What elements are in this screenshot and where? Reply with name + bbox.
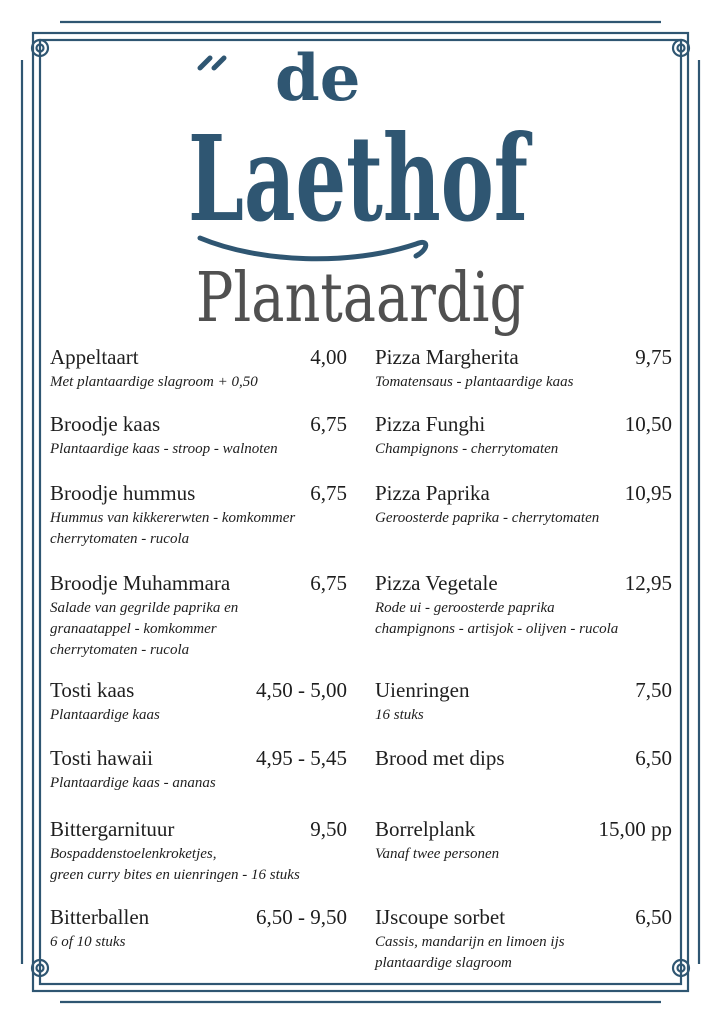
menu-item-row (375, 412, 672, 437)
menu-item-price: 4,50 - 5,00 (256, 678, 347, 702)
menu-item-price: 4,00 (310, 345, 347, 369)
menu-item-description: Plantaardige kaas (50, 707, 160, 723)
menu-item-description: Hummus van kikkererwten - komkommer (50, 510, 296, 526)
brand-logo (180, 38, 540, 268)
menu-item-row (375, 345, 672, 370)
menu-item-row (375, 746, 672, 771)
menu-item-description: cherrytomaten - rucola (50, 531, 190, 547)
menu-item-row (50, 905, 347, 930)
menu-item-row (375, 905, 672, 930)
menu-item-row (50, 817, 347, 842)
menu-item-name: Pizza Margherita (375, 345, 519, 369)
menu-item-name: Broodje kaas (50, 412, 161, 436)
menu-item (50, 345, 347, 393)
menu-item-price: 12,95 (624, 571, 672, 595)
menu-item-row (50, 345, 347, 370)
menu-item-row (375, 817, 672, 842)
menu-item-row (50, 412, 347, 437)
menu-item (375, 345, 672, 393)
menu-item (375, 678, 672, 726)
menu-item-name: Tosti hawaii (50, 746, 153, 770)
menu-item (375, 412, 672, 460)
menu-item-price: 9,50 (310, 817, 347, 841)
menu-item-name: Broodje hummus (50, 481, 196, 505)
menu-item-name: Bittergarnituur (50, 817, 175, 841)
menu-item-description: Tomatensaus - plantaardige kaas (375, 374, 574, 390)
menu-item-row (50, 481, 347, 506)
menu-item-price: 6,75 (310, 412, 347, 436)
menu-item-description: Geroosterde paprika - cherrytomaten (375, 510, 600, 526)
menu-item-name: Borrelplank (375, 817, 476, 841)
menu-item-name: IJscoupe sorbet (375, 905, 506, 929)
menu-item-row (375, 571, 672, 596)
menu-item-row (50, 746, 347, 771)
menu-item (375, 817, 672, 865)
menu-item-price: 4,95 - 5,45 (256, 746, 347, 770)
menu-item (50, 412, 347, 460)
menu-item (50, 571, 347, 661)
menu-item-description: Plantaardige kaas - stroop - walnoten (50, 441, 278, 457)
menu-item-price: 6,50 (635, 905, 672, 929)
menu-item-name: Pizza Funghi (375, 412, 486, 436)
menu-item-description: Rode ui - geroosterde paprika (375, 600, 555, 616)
menu-item-price: 6,75 (310, 571, 347, 595)
menu-item-row (375, 678, 672, 703)
menu-item-name: Brood met dips (375, 746, 505, 770)
menu-item-price: 7,50 (635, 678, 672, 702)
menu-item-description: granaatappel - komkommer (50, 621, 217, 637)
menu-item (375, 481, 672, 529)
menu-item-price: 9,75 (635, 345, 672, 369)
menu-item-description: plantaardige slagroom (375, 955, 512, 971)
menu-item (375, 905, 672, 974)
menu-item-name: Broodje Muhammara (50, 571, 231, 595)
menu-item-price: 10,95 (624, 481, 672, 505)
menu-item-name: Appeltaart (50, 345, 139, 369)
menu-item-row (50, 571, 347, 596)
menu-item-description: green curry bites en uienringen - 16 stuks (50, 867, 300, 883)
menu-item (50, 905, 347, 953)
menu-item (50, 746, 347, 794)
menu-item-price: 15,00 pp (598, 817, 672, 841)
menu-item (375, 571, 672, 640)
menu-item (50, 817, 347, 886)
menu-item-description: Salade van gegrilde paprika en (50, 600, 239, 616)
menu-item-description: Met plantaardige slagroom + 0,50 (50, 374, 258, 390)
logo-prefix: de (275, 41, 361, 116)
section-title: Plantaardig (195, 259, 526, 338)
logo-name: Laethof (188, 109, 533, 248)
menu-item-price: 6,75 (310, 481, 347, 505)
menu-item-description: Vanaf twee personen (375, 846, 500, 862)
menu-item-description: Champignons - cherrytomaten (375, 441, 559, 457)
menu-item-row (50, 678, 347, 703)
menu-item-name: Uienringen (375, 678, 470, 702)
menu-item-description: Bospaddenstoelenkroketjes, (50, 846, 217, 862)
menu-item-description: 6 of 10 stuks (50, 934, 126, 950)
menu-item-name: Tosti kaas (50, 678, 135, 702)
menu-item-description: 16 stuks (375, 707, 424, 723)
menu-item (375, 746, 672, 771)
menu-item-description: Plantaardige kaas - ananas (50, 775, 216, 791)
menu-item-price: 6,50 (635, 746, 672, 770)
menu-item-name: Pizza Paprika (375, 481, 490, 505)
menu-item-price: 10,50 (624, 412, 672, 436)
menu-item (50, 481, 347, 550)
menu-item-name: Bitterballen (50, 905, 150, 929)
menu-item-description: champignons - artisjok - olijven - rucola (375, 621, 619, 637)
menu-item (50, 678, 347, 726)
menu-item-name: Pizza Vegetale (375, 571, 498, 595)
menu-item-price: 6,50 - 9,50 (256, 905, 347, 929)
menu-item-description: Cassis, mandarijn en limoen ijs (375, 934, 565, 950)
menu-item-description: cherrytomaten - rucola (50, 642, 190, 658)
menu-item-row (375, 481, 672, 506)
